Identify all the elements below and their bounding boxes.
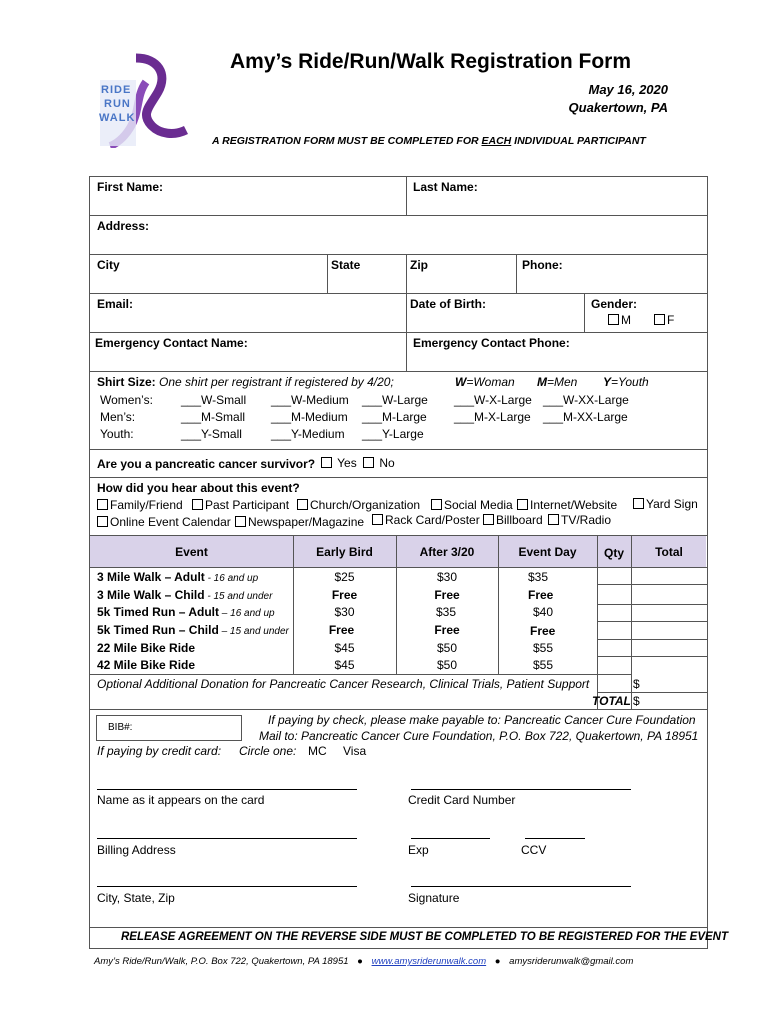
shirt-legend-woman [455, 375, 515, 389]
credit-card-label: If paying by credit card: [97, 744, 222, 758]
hear-option-church[interactable] [297, 498, 420, 512]
bullet-icon: ● [494, 956, 501, 967]
shirt-option-y-small[interactable]: ___Y-Small [181, 427, 242, 441]
col-header-event-day: Event Day [518, 545, 577, 559]
bib-label: BIB#: [108, 722, 133, 733]
hear-option-past-participant[interactable] [192, 498, 289, 512]
event-note: – 16 and up [219, 608, 275, 619]
hear-option-label: TV/Radio [561, 513, 612, 527]
footer [94, 956, 633, 967]
checkbox-icon [431, 499, 442, 510]
release-agreement-notice: RELEASE AGREEMENT ON THE REVERSE SIDE MUST BE COMPLETED TO BE REGISTERED FOR THE EVENT [121, 931, 729, 943]
gender-label: Gender: [591, 297, 638, 311]
registration-notice [212, 135, 646, 147]
event-name: 3 Mile Walk – Adult [97, 570, 205, 584]
day-price: Free [530, 624, 556, 638]
shirt-option-y-medium[interactable]: ___Y-Medium [271, 427, 345, 441]
mens-label: Men’s: [100, 410, 136, 424]
shirt-option-w-small[interactable]: ___W-Small [181, 393, 247, 407]
checkbox-icon [192, 499, 203, 510]
shirt-option-m-xl[interactable]: ___M-X-Large [454, 410, 531, 424]
after-price: $30 [436, 570, 458, 584]
shirt-option-w-xl[interactable]: ___W-X-Large [454, 393, 532, 407]
shirt-size-note: One shirt per registrant if registered by 4/20; [155, 375, 394, 389]
event-name: 42 Mile Bike Ride [97, 658, 196, 672]
table-row [97, 605, 275, 619]
logo-text-ride: RIDE [101, 84, 132, 96]
gender-f-checkbox[interactable] [654, 313, 674, 327]
footer-website-link[interactable]: www.amysriderunwalk.com [371, 956, 487, 967]
hear-option-label: Billboard [496, 513, 543, 527]
email-field[interactable]: Email: [97, 297, 134, 311]
table-row [97, 570, 258, 584]
card-option-mc[interactable]: MC [308, 744, 327, 758]
shirt-legend-men [537, 375, 577, 389]
hear-option-internet[interactable] [517, 498, 617, 512]
survivor-yes-label: Yes [337, 456, 357, 470]
checkbox-icon [654, 314, 665, 325]
page-title: Amy’s Ride/Run/Walk Registration Form [230, 50, 631, 73]
womens-label: Women’s: [100, 393, 153, 407]
date-of-birth-field[interactable]: Date of Birth: [410, 297, 486, 311]
day-price: Free [528, 588, 554, 602]
notice-text-post: INDIVIDUAL PARTICIPANT [511, 135, 646, 147]
survivor-no-label: No [379, 456, 395, 470]
notice-text-pre: A REGISTRATION FORM MUST BE COMPLETED FOR [212, 135, 482, 147]
shirt-size-label: Shirt Size: [97, 375, 156, 389]
gender-f-label: F [667, 313, 675, 327]
hear-option-label: Church/Organization [310, 498, 421, 512]
total-label: TOTAL [592, 694, 631, 708]
name-on-card-line[interactable] [97, 789, 357, 790]
shirt-option-w-medium[interactable]: ___W-Medium [271, 393, 349, 407]
youth-label: Youth: [100, 427, 134, 441]
day-price: $40 [533, 605, 554, 619]
checkbox-icon [548, 514, 559, 525]
col-header-total: Total [655, 545, 683, 559]
footer-email: amysriderunwalk@gmail.com [509, 956, 634, 967]
table-row [97, 588, 272, 602]
col-header-early-bird: Early Bird [316, 545, 373, 559]
after-price: $50 [436, 641, 458, 655]
footer-address: Amy’s Ride/Run/Walk, P.O. Box 722, Quakertown, PA 18951 [94, 956, 349, 967]
event-name: 22 Mile Bike Ride [97, 641, 196, 655]
donation-line: Optional Additional Donation for Pancreatic Cancer Research, Clinical Trials, Patient Support [97, 677, 590, 691]
mail-instructions: Mail to: Pancreatic Cancer Cure Foundation, P.O. Box 722, Quakertown, PA 18951 [259, 729, 699, 743]
exp-line[interactable] [411, 838, 490, 839]
address-field[interactable]: Address: [97, 219, 150, 233]
day-price: $55 [533, 641, 554, 655]
ccv-label: CCV [521, 843, 547, 857]
event-name: 5k Timed Run – Child [97, 623, 219, 637]
emergency-contact-phone-field[interactable]: Emergency Contact Phone: [413, 336, 570, 350]
name-on-card-label: Name as it appears on the card [97, 793, 265, 807]
gender-m-label: M [621, 313, 631, 327]
emergency-contact-name-field[interactable]: Emergency Contact Name: [95, 336, 248, 350]
billing-address-label: Billing Address [97, 843, 176, 857]
checkbox-icon [297, 499, 308, 510]
after-price: $35 [436, 605, 457, 619]
shirt-option-w-large[interactable]: ___W-Large [362, 393, 428, 407]
exp-label: Exp [408, 843, 429, 857]
early-price: $45 [334, 641, 355, 655]
checkbox-icon [363, 457, 374, 468]
hear-option-rack-card[interactable] [372, 513, 480, 527]
table-row [97, 641, 195, 655]
event-note: – 15 and under [218, 626, 289, 637]
checkbox-icon [633, 498, 644, 509]
checkbox-icon [235, 516, 246, 527]
legend-w: W [455, 375, 467, 389]
city-field[interactable]: City [97, 258, 120, 272]
event-location: Quakertown, PA [568, 100, 668, 115]
notice-text-each: EACH [481, 135, 512, 147]
legend-m-text: =Men [547, 375, 578, 389]
state-field[interactable]: State [331, 258, 361, 272]
shirt-legend-youth [603, 375, 649, 389]
checkbox-icon [97, 516, 108, 527]
ccv-line[interactable] [525, 838, 585, 839]
checkbox-icon [372, 514, 383, 525]
first-name-field[interactable]: First Name: [97, 180, 164, 194]
legend-m: M [537, 375, 547, 389]
shirt-option-m-large[interactable]: ___M-Large [362, 410, 427, 424]
billing-address-line[interactable] [97, 838, 357, 839]
card-number-label: Credit Card Number [408, 793, 516, 807]
card-number-line[interactable] [411, 789, 631, 790]
day-price: $35 [528, 570, 549, 584]
circle-one-label: Circle one: [239, 744, 297, 758]
early-price: $45 [334, 658, 355, 672]
hear-option-tv-radio[interactable] [548, 513, 611, 527]
hear-option-label: Newspaper/Magazine [248, 515, 365, 529]
shirt-option-w-xxl[interactable]: ___W-XX-Large [543, 393, 629, 407]
hear-option-label: Internet/Website [530, 498, 618, 512]
checkbox-icon [321, 457, 332, 468]
hear-option-social-media[interactable] [431, 498, 513, 512]
hear-option-label: Online Event Calendar [110, 515, 231, 529]
table-row [97, 623, 289, 637]
after-price: Free [434, 623, 460, 637]
logo-text-run: RUN [104, 98, 131, 110]
hear-option-yard-sign[interactable] [633, 497, 698, 511]
early-price: $30 [334, 605, 355, 619]
after-price: $50 [436, 658, 458, 672]
check-instructions: If paying by check, please make payable to: Pancreatic Cancer Cure Foundation [268, 713, 696, 727]
checkbox-icon [97, 499, 108, 510]
early-price: Free [328, 623, 355, 637]
after-price: Free [434, 588, 460, 602]
survivor-yes-checkbox[interactable] [321, 456, 357, 470]
zip-field[interactable]: Zip [410, 258, 428, 272]
hear-option-label: Rack Card/Poster [385, 513, 480, 527]
logo-text-walk: WALK [99, 112, 136, 124]
legend-w-text: =Woman [466, 375, 515, 389]
signature-line[interactable] [411, 886, 631, 887]
hear-option-family-friend[interactable] [97, 498, 183, 512]
event-note: - 15 and under [204, 591, 273, 602]
shirt-option-y-large[interactable]: ___Y-Large [362, 427, 424, 441]
event-name: 5k Timed Run – Adult [97, 605, 220, 619]
total-amount-field[interactable]: $ [633, 694, 640, 708]
event-name: 3 Mile Walk – Child [97, 588, 205, 602]
hear-question: How did you hear about this event? [97, 481, 300, 495]
hear-option-billboard[interactable] [483, 513, 543, 527]
col-header-after: After 3/20 [419, 545, 475, 559]
early-price: Free [331, 588, 358, 602]
donation-amount-field[interactable]: $ [633, 677, 640, 691]
col-header-qty: Qty [603, 546, 624, 560]
checkbox-icon [517, 499, 528, 510]
legend-y-text: =Youth [611, 375, 649, 389]
day-price: $55 [533, 658, 554, 672]
hear-option-online-calendar[interactable] [97, 515, 231, 529]
shirt-size-heading [97, 375, 394, 389]
shirt-option-m-xxl[interactable]: ___M-XX-Large [543, 410, 628, 424]
shirt-option-m-small[interactable]: ___M-Small [181, 410, 246, 424]
phone-field[interactable]: Phone: [522, 258, 563, 272]
checkbox-icon [483, 514, 494, 525]
last-name-field[interactable]: Last Name: [413, 180, 478, 194]
hear-option-label: Family/Friend [110, 498, 183, 512]
hear-option-label: Social Media [444, 498, 513, 512]
legend-y: Y [603, 375, 612, 389]
survivor-question: Are you a pancreatic cancer survivor? [97, 457, 316, 471]
checkbox-icon [608, 314, 619, 325]
table-row [97, 658, 195, 672]
survivor-no-checkbox[interactable] [363, 456, 395, 470]
hear-option-newspaper[interactable] [235, 515, 364, 529]
hear-option-label: Yard Sign [646, 497, 698, 511]
gender-m-checkbox[interactable] [608, 313, 631, 327]
city-state-zip-line[interactable] [97, 886, 357, 887]
col-header-event: Event [175, 545, 208, 559]
shirt-option-m-medium[interactable]: ___M-Medium [271, 410, 348, 424]
card-option-visa[interactable]: Visa [343, 744, 367, 758]
event-date: May 16, 2020 [588, 82, 668, 97]
event-note: - 16 and up [204, 573, 259, 584]
hear-option-label: Past Participant [205, 498, 290, 512]
city-state-zip-label: City, State, Zip [97, 891, 175, 905]
early-price: $25 [334, 570, 355, 584]
bullet-icon: ● [357, 956, 363, 967]
signature-label: Signature [408, 891, 460, 905]
